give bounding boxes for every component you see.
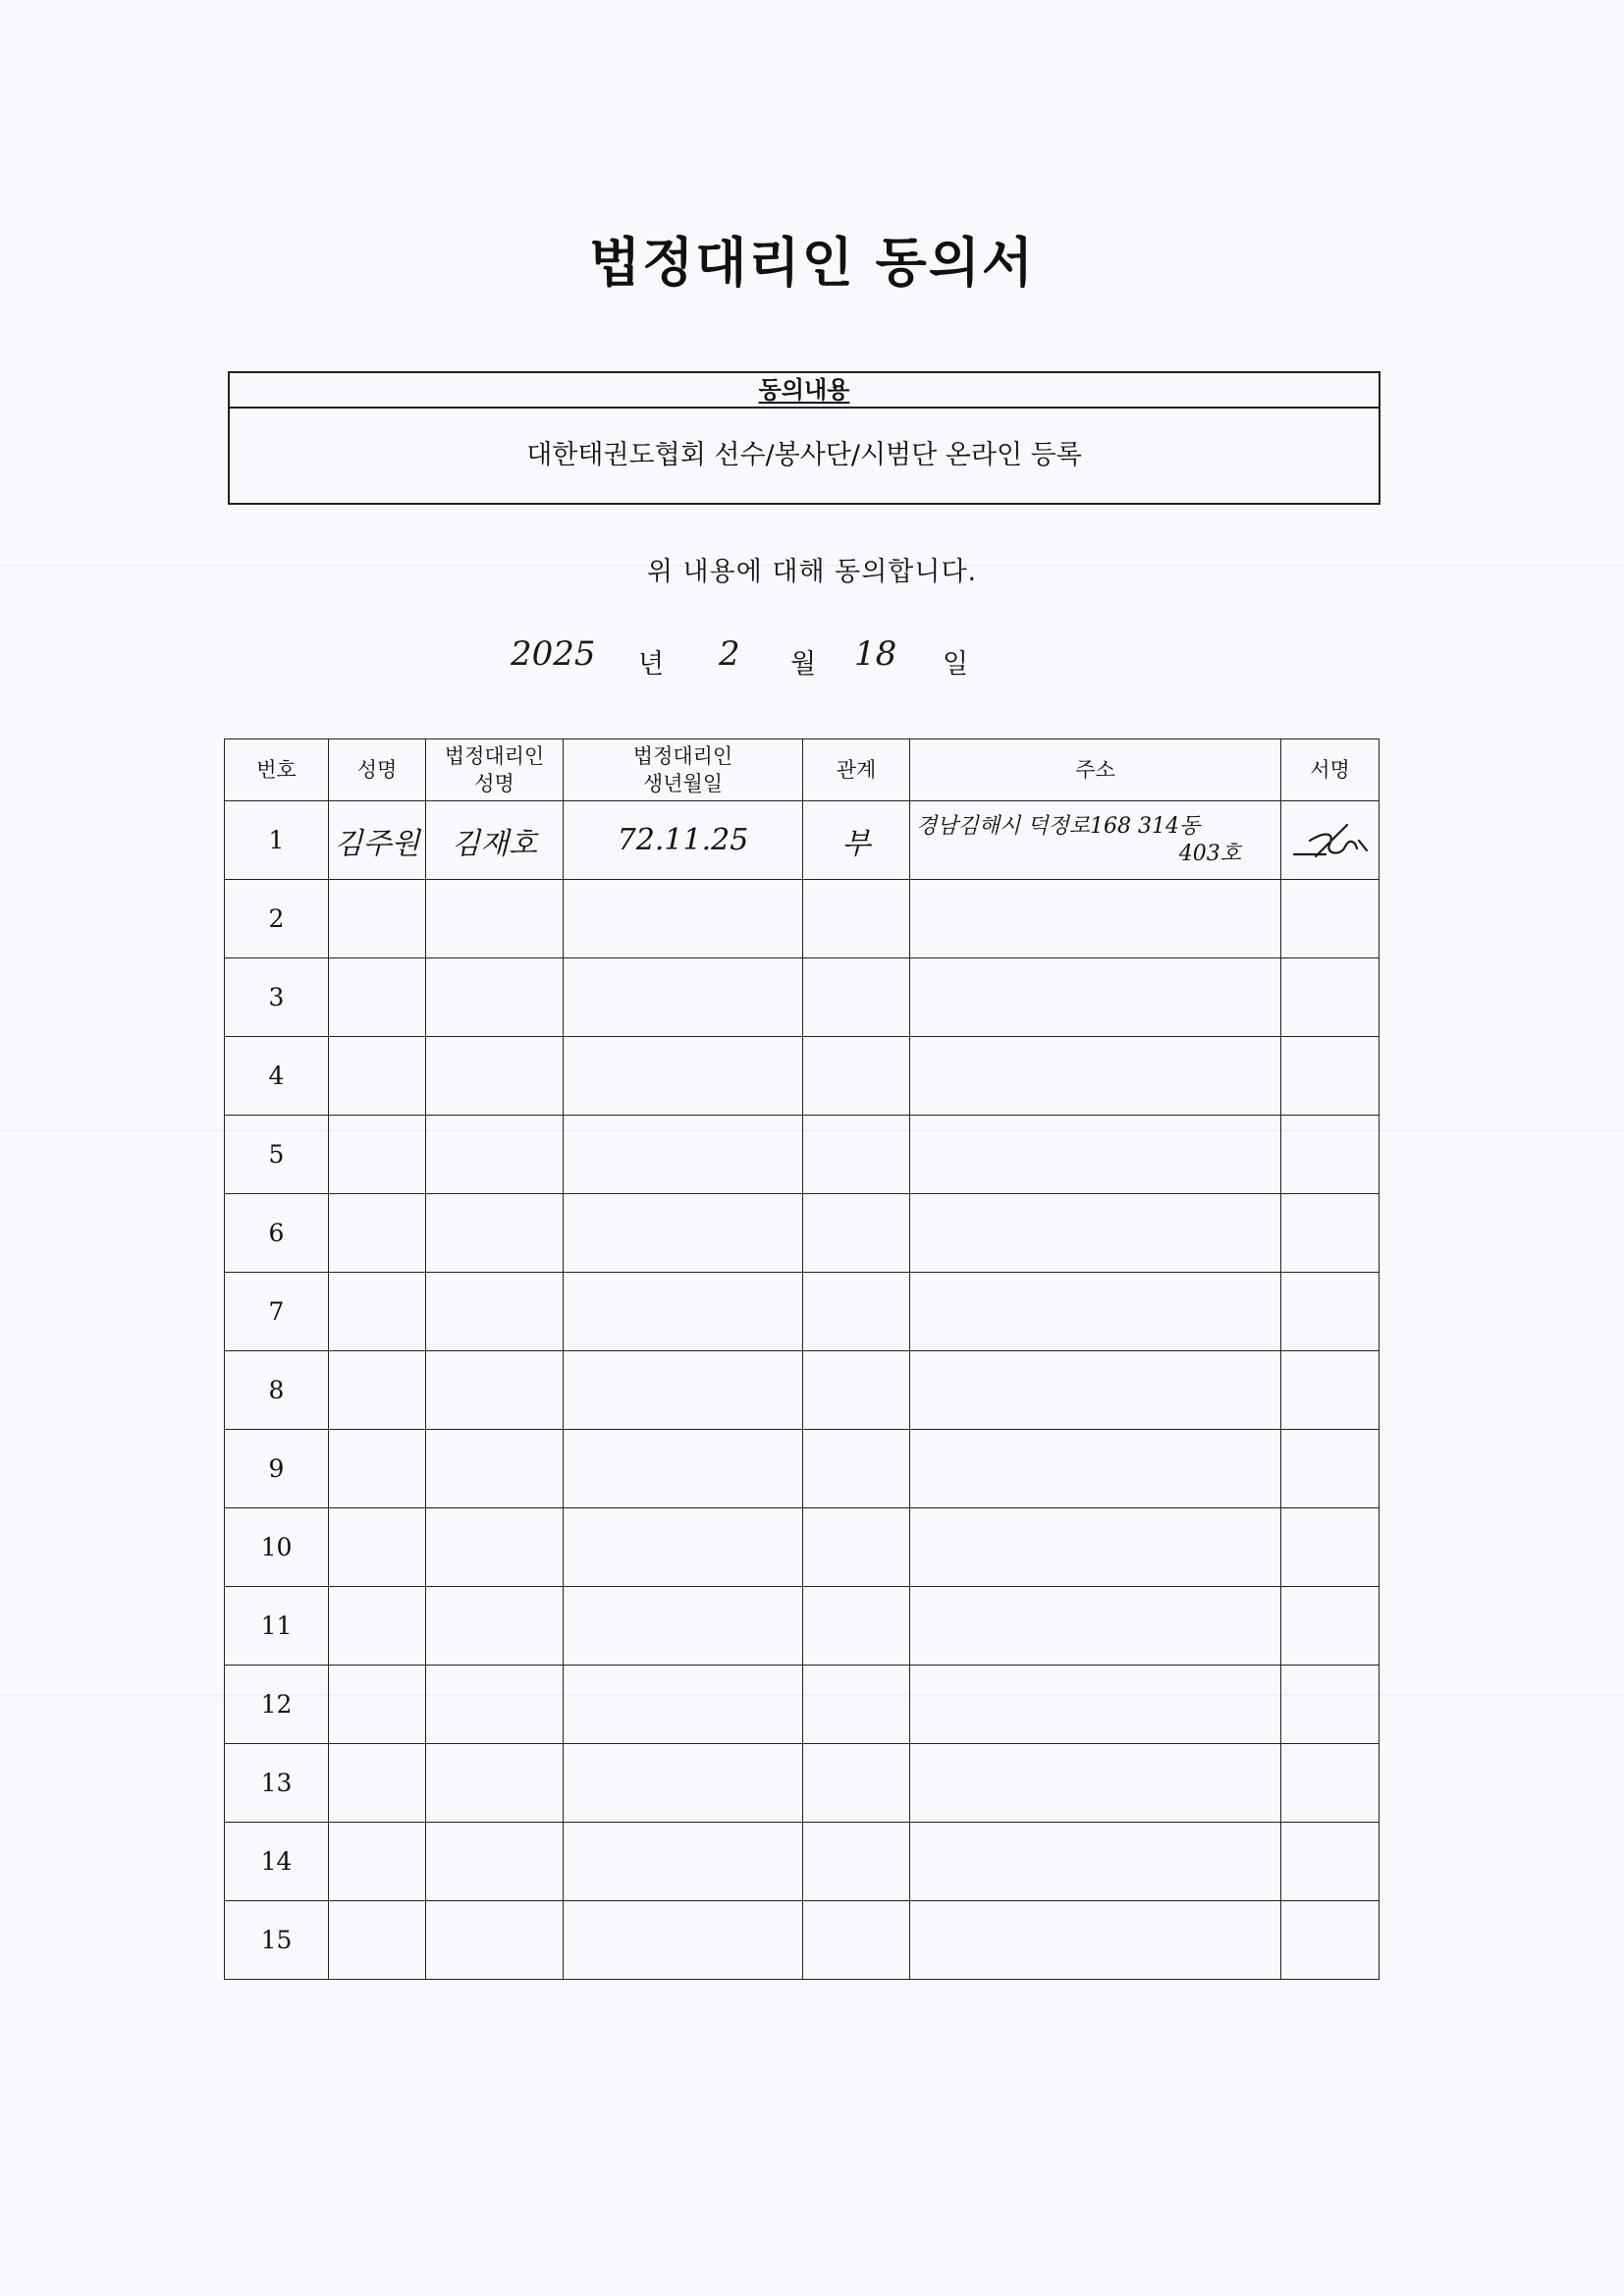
- guardian-table: [224, 738, 1380, 1980]
- row-relation: [803, 1430, 910, 1508]
- row-name: [329, 1587, 426, 1666]
- row-address: [910, 1351, 1281, 1430]
- row-guardian-birth: [564, 1587, 803, 1666]
- row-no: 4: [225, 1037, 329, 1116]
- date-year: 2025: [511, 634, 596, 674]
- row-guardian-name: [426, 1666, 564, 1744]
- row-signature: [1281, 1037, 1380, 1116]
- row-name: [329, 1430, 426, 1508]
- row-name: [329, 880, 426, 958]
- row-no: 2: [225, 880, 329, 958]
- row-relation: [803, 880, 910, 958]
- header-name: 성명: [329, 739, 426, 801]
- row-signature: [1281, 1901, 1380, 1980]
- table-row: [225, 1194, 1380, 1273]
- row-address-line1: 경남김해시 덕정로168 314동: [916, 813, 1201, 839]
- row-relation: [803, 1194, 910, 1273]
- date-line: [511, 636, 1021, 685]
- row-relation: [803, 1744, 910, 1823]
- date-month-unit: 월: [790, 649, 817, 680]
- row-relation: [803, 1823, 910, 1901]
- row-no: 3: [225, 958, 329, 1037]
- row-name: [329, 1901, 426, 1980]
- table-row: [225, 880, 1380, 958]
- row-no: 15: [225, 1901, 329, 1980]
- row-guardian-name: [426, 1901, 564, 1980]
- row-no: 6: [225, 1194, 329, 1273]
- header-no: 번호: [225, 739, 329, 801]
- document-title: 법정대리인 동의서: [588, 232, 1036, 294]
- row-address: [910, 1508, 1281, 1587]
- row-guardian-birth: [564, 1194, 803, 1273]
- table-row: [225, 1116, 1380, 1194]
- row-address: [910, 1823, 1281, 1901]
- row-guardian-name: [426, 1430, 564, 1508]
- row-name: [329, 1508, 426, 1587]
- table-row: [225, 1508, 1380, 1587]
- table-row: [225, 1901, 1380, 1980]
- row-guardian-birth: [564, 1666, 803, 1744]
- row-name: [329, 1823, 426, 1901]
- row-signature: [1281, 1430, 1380, 1508]
- header-relation: 관계: [803, 739, 910, 801]
- row-no: 8: [225, 1351, 329, 1430]
- row-name: [329, 958, 426, 1037]
- row-address: [910, 1037, 1281, 1116]
- table-header-row: [225, 739, 1380, 801]
- row-guardian-birth: [564, 958, 803, 1037]
- row-relation: [803, 1273, 910, 1351]
- header-guardian-name-line1: 법정대리인: [444, 744, 545, 768]
- row-address: [910, 1273, 1281, 1351]
- row-address: [910, 801, 1281, 880]
- row-no: 7: [225, 1273, 329, 1351]
- consent-header-label: 동의내용: [758, 376, 850, 404]
- row-no: 1: [225, 801, 329, 880]
- row-signature: [1281, 1587, 1380, 1666]
- row-address-line2: 403호: [1178, 841, 1241, 866]
- row-relation: [803, 1351, 910, 1430]
- row-signature: [1281, 1823, 1380, 1901]
- row-name: [329, 1351, 426, 1430]
- header-guardian-birth-line2: 생년월일: [642, 772, 724, 795]
- row-guardian-birth: [564, 880, 803, 958]
- row-relation: 부: [803, 801, 910, 880]
- table-row: [225, 1273, 1380, 1351]
- table-row: [225, 1666, 1380, 1744]
- row-guardian-name: [426, 1037, 564, 1116]
- row-relation: [803, 1116, 910, 1194]
- row-guardian-birth: [564, 1508, 803, 1587]
- row-no: 12: [225, 1666, 329, 1744]
- row-address: [910, 1666, 1281, 1744]
- row-guardian-birth: [564, 1430, 803, 1508]
- row-name: 김주원: [329, 801, 426, 880]
- row-address: [910, 1116, 1281, 1194]
- date-year-unit: 년: [638, 649, 665, 680]
- row-guardian-birth: [564, 1744, 803, 1823]
- row-guardian-birth: [564, 1037, 803, 1116]
- row-address: [910, 1194, 1281, 1273]
- row-name: [329, 1666, 426, 1744]
- row-guardian-name: [426, 1273, 564, 1351]
- row-no: 14: [225, 1823, 329, 1901]
- row-guardian-birth: [564, 1901, 803, 1980]
- row-signature: [1281, 1666, 1380, 1744]
- row-signature: [1281, 801, 1380, 880]
- row-name: [329, 1037, 426, 1116]
- row-guardian-birth: [564, 1273, 803, 1351]
- row-guardian-birth: [564, 1116, 803, 1194]
- row-signature: [1281, 1744, 1380, 1823]
- table-row: [225, 1587, 1380, 1666]
- row-signature: [1281, 1508, 1380, 1587]
- table-row: [225, 1823, 1380, 1901]
- row-relation: [803, 1037, 910, 1116]
- row-guardian-name: [426, 1116, 564, 1194]
- date-day: 18: [854, 634, 897, 674]
- row-guardian-name: [426, 1194, 564, 1273]
- header-guardian-name: [426, 739, 564, 801]
- row-guardian-name: [426, 1587, 564, 1666]
- row-no: 10: [225, 1508, 329, 1587]
- row-signature: [1281, 1351, 1380, 1430]
- row-name: [329, 1116, 426, 1194]
- row-guardian-birth: [564, 1351, 803, 1430]
- table-row: [225, 801, 1380, 880]
- row-name: [329, 1744, 426, 1823]
- row-no: 9: [225, 1430, 329, 1508]
- header-guardian-birth-line1: 법정대리인: [632, 744, 733, 768]
- row-relation: [803, 1666, 910, 1744]
- row-address: [910, 1744, 1281, 1823]
- row-guardian-birth: [564, 1823, 803, 1901]
- date-day-unit: 일: [943, 649, 969, 680]
- row-no: 13: [225, 1744, 329, 1823]
- consent-content: 대한태권도협회 선수/봉사단/시범단 온라인 등록: [526, 440, 1082, 470]
- row-name: [329, 1273, 426, 1351]
- row-address: [910, 1587, 1281, 1666]
- row-guardian-name: [426, 1351, 564, 1430]
- table-row: [225, 1037, 1380, 1116]
- row-signature: [1281, 880, 1380, 958]
- header-signature: 서명: [1281, 739, 1380, 801]
- row-address: [910, 880, 1281, 958]
- row-guardian-name: [426, 1823, 564, 1901]
- row-address: [910, 958, 1281, 1037]
- header-guardian-birth: [564, 739, 803, 801]
- consent-box: [228, 371, 1380, 505]
- row-guardian-name: [426, 1508, 564, 1587]
- row-relation: [803, 1901, 910, 1980]
- header-address: 주소: [910, 739, 1281, 801]
- header-guardian-name-line2: 성명: [474, 772, 514, 795]
- row-relation: [803, 1508, 910, 1587]
- row-signature: [1281, 1194, 1380, 1273]
- row-relation: [803, 958, 910, 1037]
- row-guardian-name: 김재호: [426, 801, 564, 880]
- row-guardian-name: [426, 880, 564, 958]
- table-row: [225, 1430, 1380, 1508]
- table-row: [225, 1744, 1380, 1823]
- handwritten-signature: [1286, 811, 1375, 870]
- date-month: 2: [719, 634, 740, 674]
- row-address: [910, 1430, 1281, 1508]
- row-guardian-name: [426, 1744, 564, 1823]
- row-address: [910, 1901, 1281, 1980]
- row-no: 5: [225, 1116, 329, 1194]
- table-row: [225, 958, 1380, 1037]
- consent-box-header: [230, 373, 1379, 409]
- agreement-statement: 위 내용에 대해 동의합니다.: [646, 557, 978, 587]
- row-signature: [1281, 1273, 1380, 1351]
- row-name: [329, 1194, 426, 1273]
- row-relation: [803, 1587, 910, 1666]
- row-guardian-name: [426, 958, 564, 1037]
- row-no: 11: [225, 1587, 329, 1666]
- row-guardian-birth: 72.11.25: [564, 801, 803, 880]
- table-row: [225, 1351, 1380, 1430]
- row-signature: [1281, 1116, 1380, 1194]
- row-signature: [1281, 958, 1380, 1037]
